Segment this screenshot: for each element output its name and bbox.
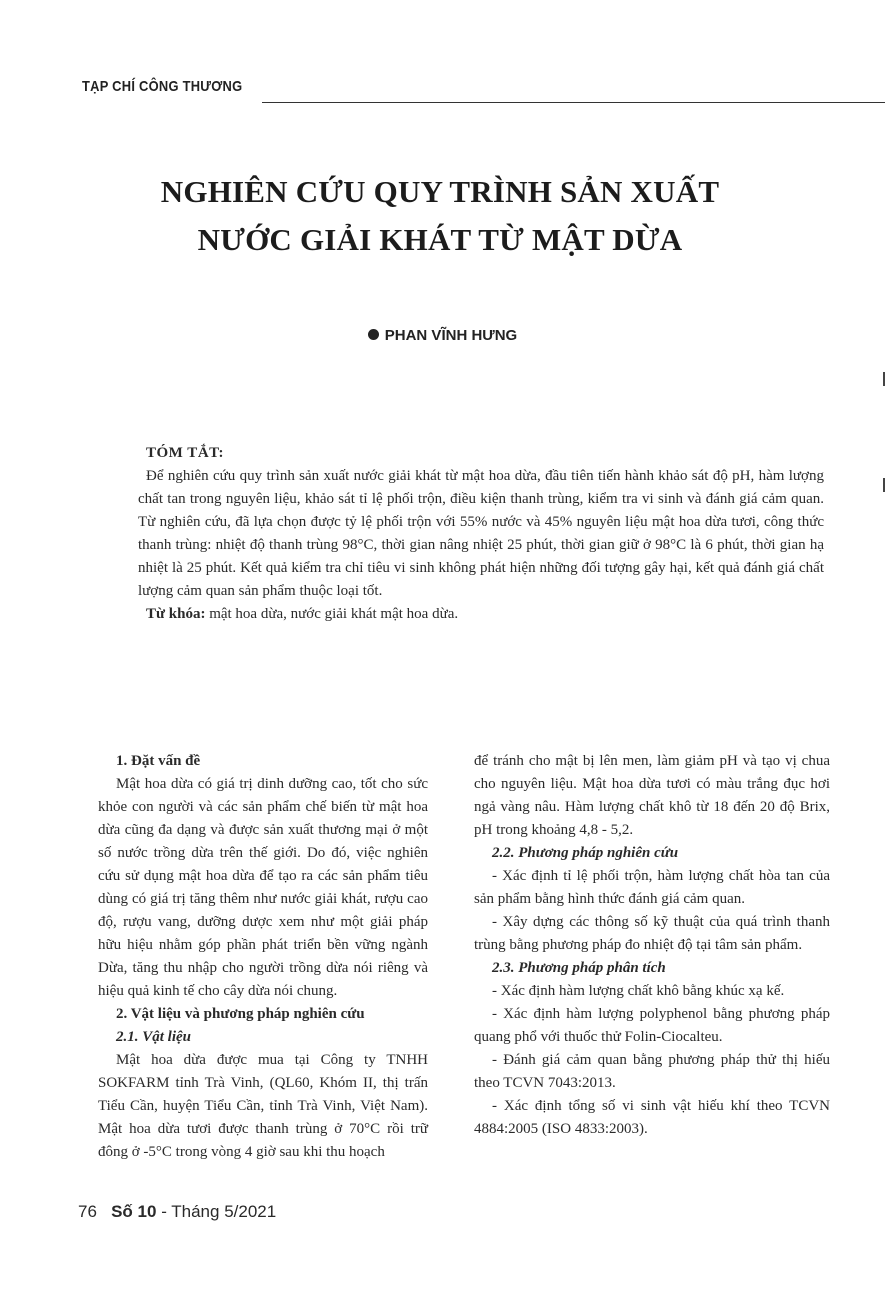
section-2-1-continued: để tránh cho mật bị lên men, làm giảm pH và tạo vị chua cho nguyên liệu. Mật hoa dừa tươi có màu trắng đục hơi ngả vàng nâu. Hàm lượng chất khô từ 18 đến 20 độ Brix, pH trong khoảng 4,8 - 5,2. [474, 753, 830, 838]
issue-date: - Tháng 5/2021 [161, 1202, 277, 1221]
list-item: - Xác định hàm lượng polyphenol bằng phương pháp quang phổ với thuốc thử Folin-Ciocalteu. [474, 1006, 830, 1045]
page-footer [78, 1202, 276, 1222]
title-line-1: NGHIÊN CỨU QUY TRÌNH SẢN XUẤT [160, 174, 720, 209]
list-item: - Xác định tỉ lệ phối trộn, hàm lượng chất hòa tan của sản phẩm bằng hình thức đánh giá cảm quan. [474, 868, 830, 907]
page-number: 76 [78, 1202, 97, 1221]
list-item: - Xác định hàm lượng chất khô bằng khúc xạ kế. [492, 983, 785, 999]
title-line-2: NƯỚC GIẢI KHÁT TỪ MẬT DỪA [197, 222, 683, 257]
author-line [0, 327, 885, 344]
keywords [138, 603, 824, 626]
abstract-body: Để nghiên cứu quy trình sản xuất nước giải khát từ mật hoa dừa, đầu tiên tiến hành khảo sát độ pH, hàm lượng chất tan trong nguyên liệu, khảo sát tỉ lệ phối trộn, điều kiện thanh trùng, kiểm tra vi sinh và đánh giá cảm quan. Từ nghiên cứu, đã lựa chọn được tỷ lệ phối trộn với 55% nước và 45% nguyên liệu mật hoa dừa tươi, công thức thanh trùng: nhiệt độ thanh trùng 98°C, thời gian nâng nhiệt 25 phút, thời gian giữ ở 98°C là 6 phút, thời gian hạ nhiệt là 25 phút. Kết quả kiểm tra chỉ tiêu vi sinh không phát hiện những đối tượng gây hại, kết quả đánh giá chất lượng cảm quan sản phẩm thuộc loại tốt. [138, 468, 824, 599]
abstract-heading: TÓM TẮT: [146, 445, 225, 461]
section-2-heading: 2. Vật liệu và phương pháp nghiên cứu [116, 1006, 365, 1022]
list-item: - Xây dựng các thông số kỹ thuật của quá trình thanh trùng bằng phương pháp đo nhiệt độ tại tâm sản phẩm. [474, 914, 830, 953]
issue-number: Số 10 [111, 1202, 157, 1221]
bullet-icon [368, 329, 379, 340]
list-item: - Xác định tổng số vi sinh vật hiếu khí theo TCVN 4884:2005 (ISO 4833:2003). [474, 1098, 830, 1137]
section-1-heading: 1. Đặt vấn đề [116, 753, 201, 769]
keywords-label: Từ khóa: [146, 606, 206, 622]
author-name: PHAN VĨNH HƯNG [384, 327, 518, 344]
abstract [138, 442, 824, 626]
article-title [40, 168, 840, 264]
section-2-1-body: Mật hoa dừa được mua tại Công ty TNHH SOKFARM tỉnh Trà Vinh, (QL60, Khóm II, thị trấn Tiểu Cần, huyện Tiểu Cần, tỉnh Trà Vinh, Việt Nam). Mật hoa dừa tươi được thanh trùng ở 70°C rồi trữ đông ở -5°C trong vòng 4 giờ sau khi thu hoạch [98, 1052, 428, 1160]
section-1-body: Mật hoa dừa có giá trị dinh dưỡng cao, tốt cho sức khỏe con người và các sản phẩm chế biến từ mật hoa dừa cũng đa dạng và được sản xuất thương mại ở một số nước trồng dừa trên thế giới. Do đó, việc nghiên cứu sử dụng mật hoa dừa để tạo ra các sản phẩm tiêu dùng có giá trị tăng thêm như nước giải khát, rượu cao độ, rượu vang, dưỡng dược xem như một giải pháp hữu hiệu nhằm góp phần phát triển bền vững ngành Dừa, tăng thu nhập cho người trồng dừa nói riêng và hiệu quả kinh tế cho cây dừa nói chung. [98, 776, 428, 999]
header-rule [262, 102, 885, 103]
right-column [474, 750, 830, 1141]
section-2-3-heading: 2.3. Phương pháp phân tích [492, 960, 666, 976]
section-2-2-heading: 2.2. Phương pháp nghiên cứu [492, 845, 679, 861]
list-item: - Đánh giá cảm quan bằng phương pháp thử thị hiếu theo TCVN 7043:2013. [474, 1052, 830, 1091]
keywords-text: mật hoa dừa, nước giải khát mật hoa dừa. [209, 606, 459, 622]
section-2-1-heading: 2.1. Vật liệu [116, 1029, 192, 1045]
journal-name: TẠP CHÍ CÔNG THƯƠNG [82, 78, 243, 95]
left-column [98, 750, 428, 1164]
